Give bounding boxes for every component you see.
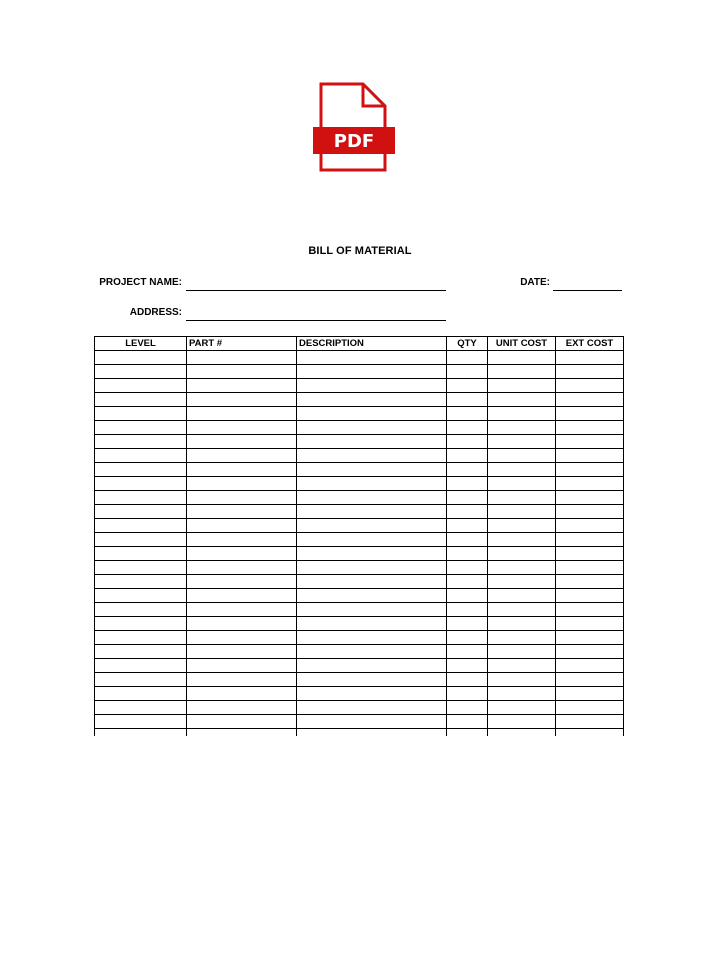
cell-qty[interactable] <box>447 617 488 631</box>
cell-description[interactable] <box>297 463 447 477</box>
cell-description[interactable] <box>297 603 447 617</box>
cell-part-number[interactable] <box>187 715 297 729</box>
cell-level[interactable] <box>95 561 187 575</box>
cell-ext-cost[interactable] <box>556 673 624 687</box>
address-field[interactable] <box>186 320 446 321</box>
cell-level[interactable] <box>95 421 187 435</box>
cell-level[interactable] <box>95 477 187 491</box>
cell-ext-cost[interactable] <box>556 617 624 631</box>
column-header-unit-cost: UNIT COST <box>488 337 556 351</box>
cell-qty[interactable] <box>447 379 488 393</box>
cell-description[interactable] <box>297 435 447 449</box>
cell-qty[interactable] <box>447 645 488 659</box>
cell-ext-cost[interactable] <box>556 351 624 365</box>
cell-unit-cost[interactable] <box>488 631 556 645</box>
column-header-ext-cost: EXT COST <box>556 337 624 351</box>
cell-unit-cost[interactable] <box>488 533 556 547</box>
table-row <box>95 365 624 379</box>
cell-description[interactable] <box>297 715 447 729</box>
cell-part-number[interactable] <box>187 393 297 407</box>
cell-level[interactable] <box>95 715 187 729</box>
cell-qty[interactable] <box>447 575 488 589</box>
cell-ext-cost[interactable] <box>556 603 624 617</box>
table-row <box>95 575 624 589</box>
cell-level[interactable] <box>95 491 187 505</box>
cell-qty[interactable] <box>447 701 488 715</box>
cell-unit-cost[interactable] <box>488 407 556 421</box>
cell-qty[interactable] <box>447 519 488 533</box>
cell-unit-cost[interactable] <box>488 659 556 673</box>
cell-unit-cost[interactable] <box>488 505 556 519</box>
table-row <box>95 687 624 701</box>
table-row <box>95 519 624 533</box>
cell-level[interactable] <box>95 589 187 603</box>
cell-level[interactable] <box>95 617 187 631</box>
table-row <box>95 547 624 561</box>
cell-part-number[interactable] <box>187 421 297 435</box>
table-row <box>95 603 624 617</box>
cell-ext-cost[interactable] <box>556 715 624 729</box>
cell-ext-cost[interactable] <box>556 729 624 736</box>
cell-ext-cost[interactable] <box>556 393 624 407</box>
cell-unit-cost[interactable] <box>488 715 556 729</box>
cell-description[interactable] <box>297 449 447 463</box>
cell-qty[interactable] <box>447 687 488 701</box>
pdf-icon-label: PDF <box>333 131 375 152</box>
table-row <box>95 645 624 659</box>
cell-description[interactable] <box>297 379 447 393</box>
cell-qty[interactable] <box>447 729 488 736</box>
cell-ext-cost[interactable] <box>556 575 624 589</box>
cell-level[interactable] <box>95 351 187 365</box>
column-header-level: LEVEL <box>95 337 187 351</box>
cell-description[interactable] <box>297 505 447 519</box>
cell-part-number[interactable] <box>187 645 297 659</box>
cell-level[interactable] <box>95 407 187 421</box>
cell-part-number[interactable] <box>187 547 297 561</box>
cell-ext-cost[interactable] <box>556 379 624 393</box>
cell-description[interactable] <box>297 729 447 736</box>
cell-qty[interactable] <box>447 715 488 729</box>
table-row <box>95 407 624 421</box>
project-name-label: PROJECT NAME: <box>99 277 182 288</box>
cell-qty[interactable] <box>447 631 488 645</box>
table-row <box>95 351 624 365</box>
table-row <box>95 449 624 463</box>
cell-description[interactable] <box>297 645 447 659</box>
cell-qty[interactable] <box>447 393 488 407</box>
cell-qty[interactable] <box>447 365 488 379</box>
cell-ext-cost[interactable] <box>556 365 624 379</box>
cell-qty[interactable] <box>447 547 488 561</box>
cell-description[interactable] <box>297 547 447 561</box>
cell-description[interactable] <box>297 365 447 379</box>
cell-unit-cost[interactable] <box>488 421 556 435</box>
cell-part-number[interactable] <box>187 449 297 463</box>
table-row <box>95 491 624 505</box>
table-row <box>95 463 624 477</box>
cell-unit-cost[interactable] <box>488 617 556 631</box>
cell-unit-cost[interactable] <box>488 463 556 477</box>
cell-qty[interactable] <box>447 589 488 603</box>
cell-part-number[interactable] <box>187 687 297 701</box>
cell-part-number[interactable] <box>187 673 297 687</box>
cell-part-number[interactable] <box>187 729 297 736</box>
cell-part-number[interactable] <box>187 575 297 589</box>
cell-description[interactable] <box>297 533 447 547</box>
cell-unit-cost[interactable] <box>488 379 556 393</box>
table-row <box>95 421 624 435</box>
cell-level[interactable] <box>95 533 187 547</box>
cell-unit-cost[interactable] <box>488 589 556 603</box>
cell-qty[interactable] <box>447 561 488 575</box>
cell-ext-cost[interactable] <box>556 407 624 421</box>
cell-ext-cost[interactable] <box>556 477 624 491</box>
cell-level[interactable] <box>95 449 187 463</box>
cell-description[interactable] <box>297 659 447 673</box>
cell-ext-cost[interactable] <box>556 421 624 435</box>
cell-description[interactable] <box>297 421 447 435</box>
cell-part-number[interactable] <box>187 519 297 533</box>
cell-unit-cost[interactable] <box>488 687 556 701</box>
cell-level[interactable] <box>95 365 187 379</box>
cell-unit-cost[interactable] <box>488 561 556 575</box>
cell-part-number[interactable] <box>187 351 297 365</box>
cell-unit-cost[interactable] <box>488 393 556 407</box>
cell-qty[interactable] <box>447 477 488 491</box>
cell-unit-cost[interactable] <box>488 673 556 687</box>
cell-description[interactable] <box>297 701 447 715</box>
date-field[interactable] <box>553 290 622 291</box>
cell-level[interactable] <box>95 393 187 407</box>
cell-level[interactable] <box>95 435 187 449</box>
cell-ext-cost[interactable] <box>556 631 624 645</box>
cell-ext-cost[interactable] <box>556 659 624 673</box>
column-header-part-number: PART # <box>187 337 297 351</box>
cell-qty[interactable] <box>447 491 488 505</box>
cell-part-number[interactable] <box>187 659 297 673</box>
address-label: ADDRESS: <box>129 307 182 318</box>
cell-qty[interactable] <box>447 505 488 519</box>
cell-qty[interactable] <box>447 533 488 547</box>
cell-qty[interactable] <box>447 673 488 687</box>
cell-level[interactable] <box>95 505 187 519</box>
cell-ext-cost[interactable] <box>556 533 624 547</box>
cell-ext-cost[interactable] <box>556 645 624 659</box>
cell-ext-cost[interactable] <box>556 463 624 477</box>
table-row <box>95 729 624 736</box>
cell-level[interactable] <box>95 729 187 736</box>
cell-part-number[interactable] <box>187 631 297 645</box>
cell-unit-cost[interactable] <box>488 449 556 463</box>
table-row <box>95 379 624 393</box>
cell-unit-cost[interactable] <box>488 701 556 715</box>
cell-part-number[interactable] <box>187 435 297 449</box>
cell-level[interactable] <box>95 645 187 659</box>
table-row <box>95 561 624 575</box>
cell-part-number[interactable] <box>187 379 297 393</box>
cell-ext-cost[interactable] <box>556 561 624 575</box>
cell-description[interactable] <box>297 575 447 589</box>
cell-qty[interactable] <box>447 603 488 617</box>
cell-unit-cost[interactable] <box>488 575 556 589</box>
cell-part-number[interactable] <box>187 463 297 477</box>
cell-ext-cost[interactable] <box>556 701 624 715</box>
cell-qty[interactable] <box>447 435 488 449</box>
table-row <box>95 701 624 715</box>
table-row <box>95 631 624 645</box>
cell-level[interactable] <box>95 463 187 477</box>
cell-unit-cost[interactable] <box>488 729 556 736</box>
table-row <box>95 715 624 729</box>
table-row <box>95 435 624 449</box>
column-header-description: DESCRIPTION <box>297 337 447 351</box>
cell-qty[interactable] <box>447 659 488 673</box>
cell-description[interactable] <box>297 393 447 407</box>
cell-description[interactable] <box>297 477 447 491</box>
cell-part-number[interactable] <box>187 407 297 421</box>
cell-level[interactable] <box>95 701 187 715</box>
column-header-qty: QTY <box>447 337 488 351</box>
cell-part-number[interactable] <box>187 617 297 631</box>
cell-ext-cost[interactable] <box>556 687 624 701</box>
project-name-field[interactable] <box>186 290 446 291</box>
cell-unit-cost[interactable] <box>488 547 556 561</box>
cell-level[interactable] <box>95 547 187 561</box>
cell-ext-cost[interactable] <box>556 449 624 463</box>
cell-ext-cost[interactable] <box>556 519 624 533</box>
cell-part-number[interactable] <box>187 477 297 491</box>
cell-description[interactable] <box>297 491 447 505</box>
table-row <box>95 533 624 547</box>
cell-level[interactable] <box>95 519 187 533</box>
table-row <box>95 659 624 673</box>
cell-unit-cost[interactable] <box>488 351 556 365</box>
bom-table <box>94 336 624 736</box>
pdf-file-icon <box>311 82 397 172</box>
cell-ext-cost[interactable] <box>556 505 624 519</box>
cell-qty[interactable] <box>447 449 488 463</box>
cell-qty[interactable] <box>447 407 488 421</box>
cell-unit-cost[interactable] <box>488 603 556 617</box>
cell-qty[interactable] <box>447 421 488 435</box>
table-row <box>95 505 624 519</box>
cell-description[interactable] <box>297 561 447 575</box>
date-label: DATE: <box>520 277 550 288</box>
cell-ext-cost[interactable] <box>556 547 624 561</box>
cell-level[interactable] <box>95 575 187 589</box>
table-row <box>95 477 624 491</box>
cell-level[interactable] <box>95 659 187 673</box>
cell-unit-cost[interactable] <box>488 645 556 659</box>
cell-qty[interactable] <box>447 351 488 365</box>
table-row <box>95 617 624 631</box>
cell-unit-cost[interactable] <box>488 519 556 533</box>
cell-description[interactable] <box>297 589 447 603</box>
cell-part-number[interactable] <box>187 589 297 603</box>
cell-ext-cost[interactable] <box>556 435 624 449</box>
cell-part-number[interactable] <box>187 533 297 547</box>
cell-description[interactable] <box>297 351 447 365</box>
cell-level[interactable] <box>95 687 187 701</box>
cell-unit-cost[interactable] <box>488 435 556 449</box>
cell-ext-cost[interactable] <box>556 491 624 505</box>
cell-level[interactable] <box>95 379 187 393</box>
cell-description[interactable] <box>297 407 447 421</box>
cell-description[interactable] <box>297 687 447 701</box>
page-title: BILL OF MATERIAL <box>308 245 412 257</box>
cell-level[interactable] <box>95 603 187 617</box>
cell-unit-cost[interactable] <box>488 477 556 491</box>
cell-part-number[interactable] <box>187 561 297 575</box>
table-row <box>95 393 624 407</box>
cell-description[interactable] <box>297 673 447 687</box>
cell-level[interactable] <box>95 673 187 687</box>
cell-part-number[interactable] <box>187 491 297 505</box>
cell-part-number[interactable] <box>187 505 297 519</box>
bom-table-body <box>95 351 624 736</box>
cell-unit-cost[interactable] <box>488 365 556 379</box>
cell-description[interactable] <box>297 617 447 631</box>
cell-unit-cost[interactable] <box>488 491 556 505</box>
cell-part-number[interactable] <box>187 365 297 379</box>
cell-ext-cost[interactable] <box>556 589 624 603</box>
cell-description[interactable] <box>297 631 447 645</box>
cell-level[interactable] <box>95 631 187 645</box>
cell-qty[interactable] <box>447 463 488 477</box>
table-header-row <box>95 337 624 351</box>
cell-description[interactable] <box>297 519 447 533</box>
cell-part-number[interactable] <box>187 603 297 617</box>
table-row <box>95 589 624 603</box>
table-row <box>95 673 624 687</box>
cell-part-number[interactable] <box>187 701 297 715</box>
